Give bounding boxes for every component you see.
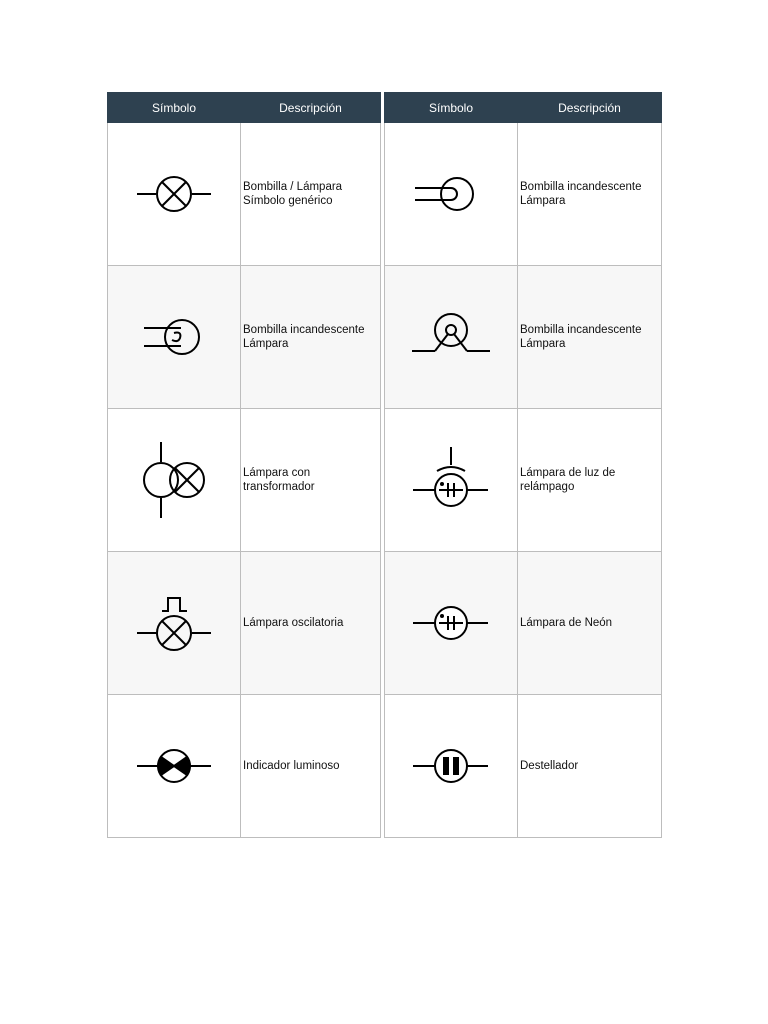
symbol-cell <box>385 695 518 838</box>
table-row <box>108 266 381 409</box>
header-description: Descripción <box>518 93 662 123</box>
symbol-cell <box>385 123 518 266</box>
symbol-table-left <box>107 92 381 838</box>
description-cell <box>241 552 381 695</box>
symbol-table-right <box>384 92 662 838</box>
description-line: Lámpara <box>243 338 289 350</box>
symbol-cell <box>108 123 241 266</box>
symbol-cell <box>385 409 518 552</box>
table-header-row <box>108 93 381 123</box>
description-line: Lámpara con <box>243 467 311 479</box>
lamp-with-transformer-icon <box>134 440 214 520</box>
table-row <box>385 409 662 552</box>
neon-lamp-icon <box>411 593 491 653</box>
flash-lamp-icon <box>411 445 491 515</box>
description-line: Lámpara <box>520 195 566 207</box>
description-cell <box>518 695 662 838</box>
description-cell <box>518 552 662 695</box>
indicator-light-icon <box>134 736 214 796</box>
symbol-cell <box>108 409 241 552</box>
description-line: transformador <box>243 481 315 493</box>
description-line: Lámpara oscilatoria <box>243 617 344 629</box>
oscillating-lamp-icon <box>134 593 214 653</box>
description-line: Bombilla incandescente <box>520 181 642 193</box>
table-row <box>385 695 662 838</box>
description-cell <box>518 266 662 409</box>
description-line: relámpago <box>520 481 575 493</box>
symbol-cell <box>108 552 241 695</box>
table-row <box>108 409 381 552</box>
symbol-cell <box>108 266 241 409</box>
description-line: Lámpara <box>520 338 566 350</box>
description-cell <box>241 409 381 552</box>
description-line: Bombilla incandescente <box>520 324 642 336</box>
table-row <box>108 123 381 266</box>
table-row <box>108 695 381 838</box>
header-symbol: Símbolo <box>385 93 518 123</box>
description-cell <box>518 123 662 266</box>
table-row <box>108 552 381 695</box>
symbol-cell <box>385 552 518 695</box>
description-cell <box>518 409 662 552</box>
description-cell <box>241 266 381 409</box>
symbol-cell <box>108 695 241 838</box>
table-row <box>385 552 662 695</box>
description-line: Símbolo genérico <box>243 195 333 207</box>
description-cell <box>241 695 381 838</box>
table-header-row <box>385 93 662 123</box>
incandescent-bulb-icon <box>411 164 491 224</box>
header-symbol: Símbolo <box>108 93 241 123</box>
table-row <box>385 266 662 409</box>
table-row <box>385 123 662 266</box>
description-line: Destellador <box>520 760 579 772</box>
description-line: Bombilla / Lámpara <box>243 181 343 193</box>
description-line: Indicador luminoso <box>243 760 340 772</box>
incandescent-filament-icon <box>134 307 214 367</box>
incandescent-lamp-base-icon <box>411 307 491 367</box>
symbol-cell <box>385 266 518 409</box>
header-description: Descripción <box>241 93 381 123</box>
lamp-generic-icon <box>134 164 214 224</box>
flasher-icon <box>411 736 491 796</box>
description-line: Lámpara de luz de <box>520 467 616 479</box>
description-line: Bombilla incandescente <box>243 324 365 336</box>
description-line: Lámpara de Neón <box>520 617 613 629</box>
description-cell <box>241 123 381 266</box>
